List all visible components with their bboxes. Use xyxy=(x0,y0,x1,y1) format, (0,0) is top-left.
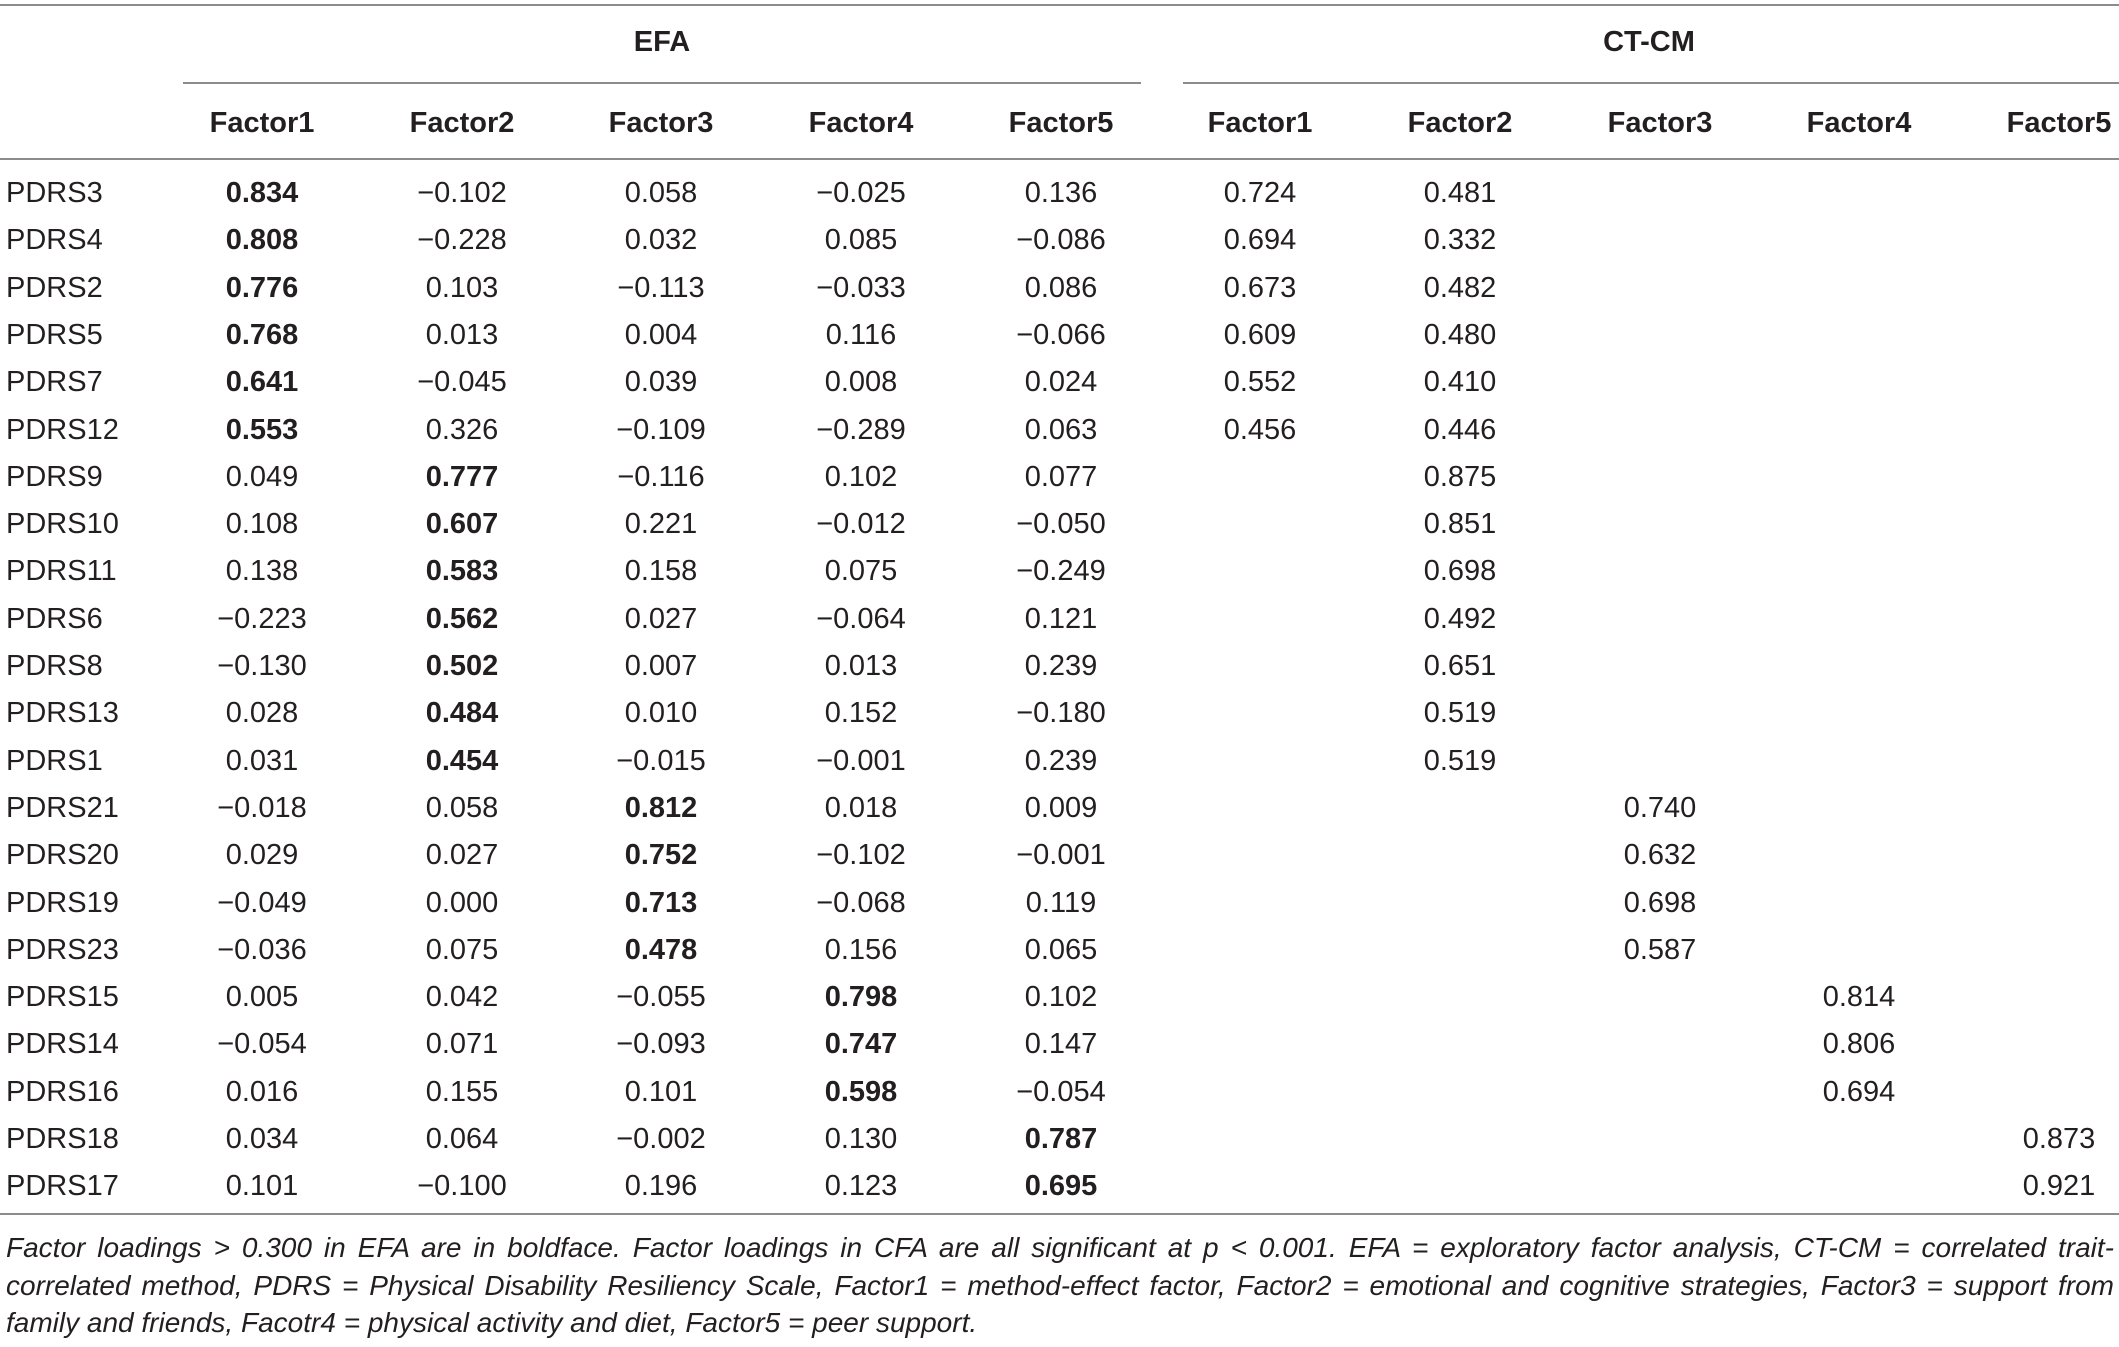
row-label: PDRS4 xyxy=(6,224,103,257)
table-row xyxy=(0,265,2119,312)
row-label: PDRS10 xyxy=(6,508,119,541)
efa-loading-cell: 0.058 xyxy=(624,177,698,209)
ctcm-loading-cell: 0.740 xyxy=(1623,791,1697,824)
ctcm-loading-cell: 0.632 xyxy=(1623,839,1697,872)
ctcm-loading-cell: 0.480 xyxy=(1423,318,1497,351)
efa-loading-cell: 0.808 xyxy=(225,224,299,257)
row-label: PDRS19 xyxy=(6,886,119,919)
ctcm-loading-cell: 0.519 xyxy=(1423,744,1497,777)
efa-loading-cell: 0.121 xyxy=(1024,602,1098,635)
efa-loading-cell: −0.180 xyxy=(1016,697,1106,730)
table-row xyxy=(0,974,2119,1021)
efa-loading-cell: 0.103 xyxy=(425,271,499,304)
efa-loading-cell: 0.562 xyxy=(425,602,499,635)
efa-loading-cell: 0.752 xyxy=(624,839,698,872)
efa-loading-cell: −0.102 xyxy=(816,839,906,872)
efa-loading-cell: 0.028 xyxy=(225,697,299,730)
efa-loading-cell: 0.058 xyxy=(425,791,499,824)
table-row xyxy=(0,454,2119,501)
table-row xyxy=(0,217,2119,264)
efa-loading-cell: 0.834 xyxy=(225,177,299,209)
efa-loading-cell: −0.002 xyxy=(616,1123,706,1155)
efa-loading-cell: 0.032 xyxy=(624,224,698,257)
efa-loading-cell: 0.102 xyxy=(1024,981,1098,1014)
efa-loading-cell: 0.018 xyxy=(824,791,898,824)
efa-loading-cell: 0.024 xyxy=(1024,366,1098,399)
efa-loading-cell: −0.086 xyxy=(1016,224,1106,257)
efa-loading-cell: 0.008 xyxy=(824,366,898,399)
row-label: PDRS20 xyxy=(6,839,119,872)
efa-loading-cell: 0.768 xyxy=(225,318,299,351)
efa-loading-cell: −0.001 xyxy=(1016,839,1106,872)
efa-loading-cell: 0.009 xyxy=(1024,791,1098,824)
efa-loading-cell: 0.553 xyxy=(225,413,299,446)
efa-loading-cell: −0.130 xyxy=(217,650,307,682)
col-header: Factor2 xyxy=(409,107,515,139)
efa-loading-cell: 0.239 xyxy=(1024,650,1098,682)
efa-loading-cell: 0.013 xyxy=(425,318,499,351)
ctcm-loading-cell: 0.724 xyxy=(1223,177,1297,209)
efa-loading-cell: 0.064 xyxy=(425,1123,499,1155)
row-label: PDRS9 xyxy=(6,460,103,493)
table-row xyxy=(0,1163,2119,1210)
efa-loading-cell: 0.101 xyxy=(624,1075,698,1108)
efa-loading-cell: 0.747 xyxy=(824,1028,898,1061)
table-row xyxy=(0,1069,2119,1116)
table-row xyxy=(0,738,2119,785)
efa-loading-cell: 0.027 xyxy=(425,839,499,872)
ctcm-loading-cell: 0.519 xyxy=(1423,697,1497,730)
table-row xyxy=(0,1021,2119,1068)
efa-loading-cell: 0.075 xyxy=(425,933,499,966)
efa-loading-cell: 0.502 xyxy=(425,650,499,682)
row-label: PDRS8 xyxy=(6,650,103,682)
efa-loading-cell: −0.025 xyxy=(816,177,906,209)
row-label: PDRS3 xyxy=(6,177,103,209)
efa-loading-cell: 0.119 xyxy=(1025,886,1097,919)
table-footnote: Factor loadings > 0.300 in EFA are in boldface. Factor loadings in CFA are all significant at p < 0.001. EFA = exploratory factor analysis, CT-CM = correlated trait-correlated method, PDRS = Physical Disability Resiliency Scale, Factor1 = method-effect factor, Factor2 = emotional and cognitive strategies, Factor3 = support from family and friends, Facotr4 = physical activity and diet, Factor5 = peer support. xyxy=(6,1232,2114,1338)
efa-loading-cell: 0.484 xyxy=(425,697,499,730)
efa-loading-cell: 0.013 xyxy=(824,650,898,682)
efa-loading-cell: −0.289 xyxy=(816,413,906,446)
efa-loading-cell: 0.010 xyxy=(624,697,698,730)
efa-loading-cell: 0.695 xyxy=(1024,1170,1098,1203)
row-label: PDRS7 xyxy=(6,366,103,399)
efa-loading-cell: 0.101 xyxy=(225,1170,299,1203)
efa-loading-cell: 0.138 xyxy=(225,555,299,588)
col-header: Factor1 xyxy=(1207,107,1313,139)
ctcm-loading-cell: 0.481 xyxy=(1423,177,1497,209)
efa-loading-cell: 0.004 xyxy=(624,318,698,351)
header-rule xyxy=(0,158,2119,160)
efa-group-header: EFA xyxy=(633,26,691,58)
efa-loading-cell: 0.156 xyxy=(824,933,898,966)
efa-loading-cell: 0.031 xyxy=(225,744,299,777)
ctcm-loading-cell: 0.587 xyxy=(1623,933,1697,966)
row-label: PDRS11 xyxy=(6,555,117,588)
table-row xyxy=(0,596,2119,643)
efa-loading-cell: 0.641 xyxy=(225,366,299,399)
ctcm-loading-cell: 0.446 xyxy=(1423,413,1497,446)
top-rule xyxy=(0,4,2119,6)
efa-loading-cell: −0.100 xyxy=(417,1170,507,1203)
efa-loading-cell: 0.598 xyxy=(824,1075,898,1108)
ctcm-loading-cell: 0.851 xyxy=(1423,508,1497,541)
efa-loading-cell: 0.713 xyxy=(624,886,698,919)
table-row xyxy=(0,880,2119,927)
efa-loading-cell: −0.223 xyxy=(217,602,307,635)
row-label: PDRS15 xyxy=(6,981,119,1014)
row-label: PDRS12 xyxy=(6,413,119,446)
col-header: Factor2 xyxy=(1407,107,1513,139)
ctcm-group-rule xyxy=(1183,82,2119,84)
row-label: PDRS5 xyxy=(6,318,103,351)
efa-loading-cell: −0.050 xyxy=(1016,508,1106,541)
col-header: Factor4 xyxy=(808,107,914,139)
ctcm-loading-cell: 0.410 xyxy=(1423,366,1497,399)
efa-loading-cell: −0.102 xyxy=(417,177,507,209)
efa-loading-cell: −0.116 xyxy=(617,460,705,493)
efa-loading-cell: 0.478 xyxy=(624,933,698,966)
table-row xyxy=(0,407,2119,454)
table-row xyxy=(0,1116,2119,1163)
efa-loading-cell: −0.109 xyxy=(616,413,706,446)
efa-loading-cell: 0.798 xyxy=(824,981,898,1014)
ctcm-loading-cell: 0.332 xyxy=(1423,224,1497,257)
efa-loading-cell: 0.123 xyxy=(824,1170,898,1203)
efa-loading-cell: 0.812 xyxy=(624,791,698,824)
efa-loading-cell: 0.016 xyxy=(225,1075,299,1108)
efa-loading-cell: −0.045 xyxy=(417,366,507,399)
ctcm-loading-cell: 0.698 xyxy=(1423,555,1497,588)
efa-loading-cell: 0.130 xyxy=(824,1123,898,1155)
efa-loading-cell: 0.239 xyxy=(1024,744,1098,777)
efa-loading-cell: 0.007 xyxy=(624,650,698,682)
efa-loading-cell: 0.027 xyxy=(624,602,698,635)
col-header: Factor1 xyxy=(209,107,315,139)
efa-loading-cell: 0.005 xyxy=(225,981,299,1014)
efa-loading-cell: 0.152 xyxy=(824,697,898,730)
ctcm-loading-cell: 0.552 xyxy=(1223,366,1297,399)
efa-loading-cell: −0.066 xyxy=(1016,318,1106,351)
efa-loading-cell: −0.015 xyxy=(616,744,706,777)
efa-loading-cell: 0.086 xyxy=(1024,271,1098,304)
efa-loading-cell: −0.012 xyxy=(816,508,906,541)
row-label: PDRS13 xyxy=(6,697,119,730)
table-row xyxy=(0,501,2119,548)
row-label: PDRS16 xyxy=(6,1075,119,1108)
row-label: PDRS1 xyxy=(6,744,103,777)
efa-loading-cell: −0.113 xyxy=(617,271,705,304)
ctcm-loading-cell: 0.492 xyxy=(1423,602,1497,635)
efa-loading-cell: −0.228 xyxy=(417,224,507,257)
efa-loading-cell: −0.054 xyxy=(1016,1075,1106,1108)
ctcm-loading-cell: 0.814 xyxy=(1822,981,1896,1014)
row-label: PDRS6 xyxy=(6,602,103,635)
bottom-rule xyxy=(0,1213,2119,1215)
efa-loading-cell: 0.116 xyxy=(825,318,897,351)
efa-loading-cell: −0.093 xyxy=(616,1028,706,1061)
table-row xyxy=(0,312,2119,359)
table-row xyxy=(0,832,2119,879)
table-row xyxy=(0,927,2119,974)
row-label: PDRS14 xyxy=(6,1028,119,1061)
table-row xyxy=(0,785,2119,832)
efa-loading-cell: −0.018 xyxy=(217,791,307,824)
col-header: Factor3 xyxy=(608,107,714,139)
row-label: PDRS17 xyxy=(6,1170,119,1203)
efa-loading-cell: −0.249 xyxy=(1016,555,1106,588)
efa-loading-cell: 0.583 xyxy=(425,555,499,588)
ctcm-loading-cell: 0.694 xyxy=(1822,1075,1896,1108)
ctcm-loading-cell: 0.694 xyxy=(1223,224,1297,257)
efa-loading-cell: 0.063 xyxy=(1024,413,1098,446)
efa-loading-cell: 0.102 xyxy=(824,460,898,493)
ctcm-loading-cell: 0.651 xyxy=(1423,650,1497,682)
ctcm-loading-cell: 0.482 xyxy=(1423,271,1497,304)
efa-loading-cell: 0.607 xyxy=(425,508,499,541)
efa-loading-cell: 0.326 xyxy=(425,413,499,446)
ctcm-loading-cell: 0.921 xyxy=(2022,1170,2096,1203)
col-header: Factor5 xyxy=(2006,107,2112,139)
col-header: Factor3 xyxy=(1607,107,1713,139)
efa-loading-cell: 0.039 xyxy=(624,366,698,399)
efa-loading-cell: −0.068 xyxy=(816,886,906,919)
efa-loading-cell: 0.000 xyxy=(425,886,499,919)
ctcm-loading-cell: 0.873 xyxy=(2022,1123,2096,1155)
efa-loading-cell: 0.085 xyxy=(824,224,898,257)
efa-loading-cell: 0.776 xyxy=(225,271,299,304)
efa-loading-cell: −0.001 xyxy=(816,744,906,777)
efa-loading-cell: −0.049 xyxy=(217,886,307,919)
efa-loading-cell: −0.033 xyxy=(816,271,906,304)
efa-loading-cell: 0.065 xyxy=(1024,933,1098,966)
efa-loading-cell: 0.049 xyxy=(225,460,299,493)
efa-loading-cell: 0.155 xyxy=(425,1075,499,1108)
row-label: PDRS21 xyxy=(6,791,119,824)
efa-loading-cell: 0.196 xyxy=(624,1170,698,1203)
ctcm-loading-cell: 0.698 xyxy=(1623,886,1697,919)
efa-loading-cell: 0.034 xyxy=(225,1123,299,1155)
efa-loading-cell: −0.055 xyxy=(616,981,706,1014)
efa-loading-cell: 0.221 xyxy=(624,508,698,541)
table-row xyxy=(0,170,2119,217)
efa-loading-cell: 0.777 xyxy=(425,460,499,493)
efa-loading-cell: 0.029 xyxy=(225,839,299,872)
ctcm-loading-cell: 0.806 xyxy=(1822,1028,1896,1061)
col-header: Factor5 xyxy=(1008,107,1114,139)
ctcm-loading-cell: 0.456 xyxy=(1223,413,1297,446)
col-header: Factor4 xyxy=(1806,107,1912,139)
efa-loading-cell: 0.075 xyxy=(824,555,898,588)
efa-loading-cell: 0.071 xyxy=(425,1028,499,1061)
ctcm-group-header: CT-CM xyxy=(1603,26,1695,58)
efa-loading-cell: 0.147 xyxy=(1024,1028,1098,1061)
efa-loading-cell: 0.158 xyxy=(624,555,698,588)
table-row xyxy=(0,643,2119,690)
efa-loading-cell: 0.787 xyxy=(1024,1123,1098,1155)
efa-loading-cell: −0.054 xyxy=(217,1028,307,1061)
table-row xyxy=(0,690,2119,737)
table-row xyxy=(0,359,2119,406)
efa-loading-cell: 0.454 xyxy=(425,744,499,777)
efa-group-rule xyxy=(183,82,1141,84)
ctcm-loading-cell: 0.875 xyxy=(1423,460,1497,493)
ctcm-loading-cell: 0.609 xyxy=(1223,318,1297,351)
row-label: PDRS18 xyxy=(6,1123,119,1155)
row-label: PDRS2 xyxy=(6,271,103,304)
efa-loading-cell: −0.064 xyxy=(816,602,906,635)
efa-loading-cell: 0.042 xyxy=(425,981,499,1014)
ctcm-loading-cell: 0.673 xyxy=(1223,271,1297,304)
efa-loading-cell: 0.077 xyxy=(1024,460,1098,493)
efa-loading-cell: −0.036 xyxy=(217,933,307,966)
efa-loading-cell: 0.108 xyxy=(225,508,299,541)
efa-loading-cell: 0.136 xyxy=(1024,177,1098,209)
table-row xyxy=(0,548,2119,595)
row-label: PDRS23 xyxy=(6,933,119,966)
